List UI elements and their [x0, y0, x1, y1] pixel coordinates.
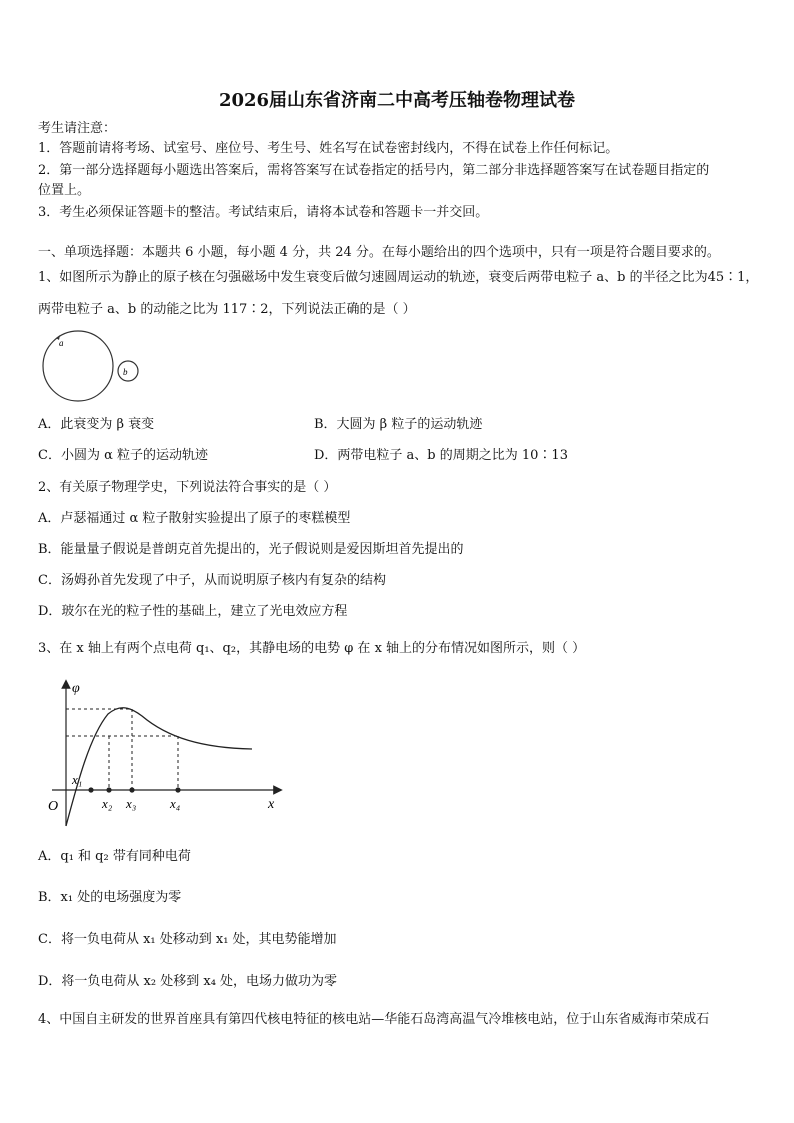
q1-option-b: B．大圆为 β 粒子的运动轨迹: [314, 417, 483, 432]
x-axis-label: x: [268, 797, 275, 812]
q1-stem-line1: 1、如图所示为静止的原子核在匀强磁场中发生衰变后做匀速圆周运动的轨迹，衰变后两带电粒子 a、b 的半径之比为45∶1，: [38, 270, 759, 285]
q1-option-d: D．两带电粒子 a、b 的周期之比为 10∶13: [314, 448, 568, 463]
notice-item-2: 2．第一部分选择题每小题选出答案后，需将答案写在试卷指定的括号内，第二部分非选择题答案写在试卷题目指定的: [38, 163, 710, 178]
q2-option-d: D．玻尔在光的粒子性的基础上，建立了光电效应方程: [38, 604, 348, 619]
large-circle-orbit: [43, 331, 113, 401]
q3-option-d: D．将一负电荷从 x₂ 处移到 x₄ 处，电场力做功为零: [38, 974, 338, 989]
page-title: 2026届山东省济南二中高考压轴卷物理试卷: [218, 90, 576, 111]
point-x3: [129, 787, 134, 792]
x2-label: x₂: [102, 796, 113, 811]
q2-option-c: C．汤姆孙首先发现了中子，从而说明原子核内有复杂的结构: [38, 573, 386, 588]
notice-item-3: 3．考生必须保证答题卡的整洁。考试结束后，请将本试卷和答题卡一并交回。: [38, 205, 489, 220]
q2-option-a: A．卢瑟福通过 α 粒子散射实验提出了原子的枣糕模型: [38, 511, 351, 526]
q4-stem: 4、中国自主研发的世界首座具有第四代核电特征的核电站—华能石岛湾高温气冷堆核电站，位于山东省威海市荣成石: [38, 1012, 710, 1027]
x1-label: x₁: [72, 772, 83, 787]
q3-potential-graph: [38, 676, 288, 834]
section-heading: 一、单项选择题：本题共 6 小题，每小题 4 分，共 24 分。在每小题给出的四个选项中，只有一项是符合题目要求的。: [38, 245, 720, 260]
label-b: b: [123, 367, 128, 377]
y-axis-label: φ: [72, 681, 80, 696]
q1-option-c: C．小圆为 α 粒子的运动轨迹: [38, 448, 208, 463]
notice-heading: 考生请注意：: [38, 121, 117, 136]
q3-stem: 3、在 x 轴上有两个点电荷 q₁、q₂，其静电场的电势 φ 在 x 轴上的分布情况如图所示，则（ ）: [38, 641, 586, 656]
point-x4: [175, 787, 180, 792]
notice-item-2-cont: 位置上。: [38, 183, 91, 198]
q2-option-b: B．能量量子假说是普朗克首先提出的，光子假说则是爱因斯坦首先提出的: [38, 542, 464, 557]
x4-label: x₄: [170, 796, 181, 811]
label-a: a: [59, 338, 64, 348]
point-x1: [88, 787, 93, 792]
q1-stem-line2: 两带电粒子 a、b 的动能之比为 117∶2，下列说法正确的是（ ）: [38, 302, 416, 317]
q3-option-c: C．将一负电荷从 x₁ 处移动到 x₁ 处，其电势能增加: [38, 932, 337, 947]
potential-curve: [66, 708, 252, 826]
origin-label: O: [48, 799, 59, 814]
x3-label: x₃: [126, 796, 137, 811]
q1-option-a: A．此衰变为 β 衰变: [38, 417, 155, 432]
q3-option-a: A．q₁ 和 q₂ 带有同种电荷: [38, 849, 191, 864]
q3-option-b: B．x₁ 处的电场强度为零: [38, 890, 182, 905]
point-x2: [106, 787, 111, 792]
notice-item-1: 1．答题前请将考场、试室号、座位号、考生号、姓名写在试卷密封线内，不得在试卷上作任何标记。: [38, 141, 619, 156]
q2-stem: 2、有关原子物理学史，下列说法符合事实的是（ ）: [38, 480, 337, 495]
small-circle-orbit: [118, 361, 138, 381]
q1-orbit-figure: [38, 328, 148, 404]
